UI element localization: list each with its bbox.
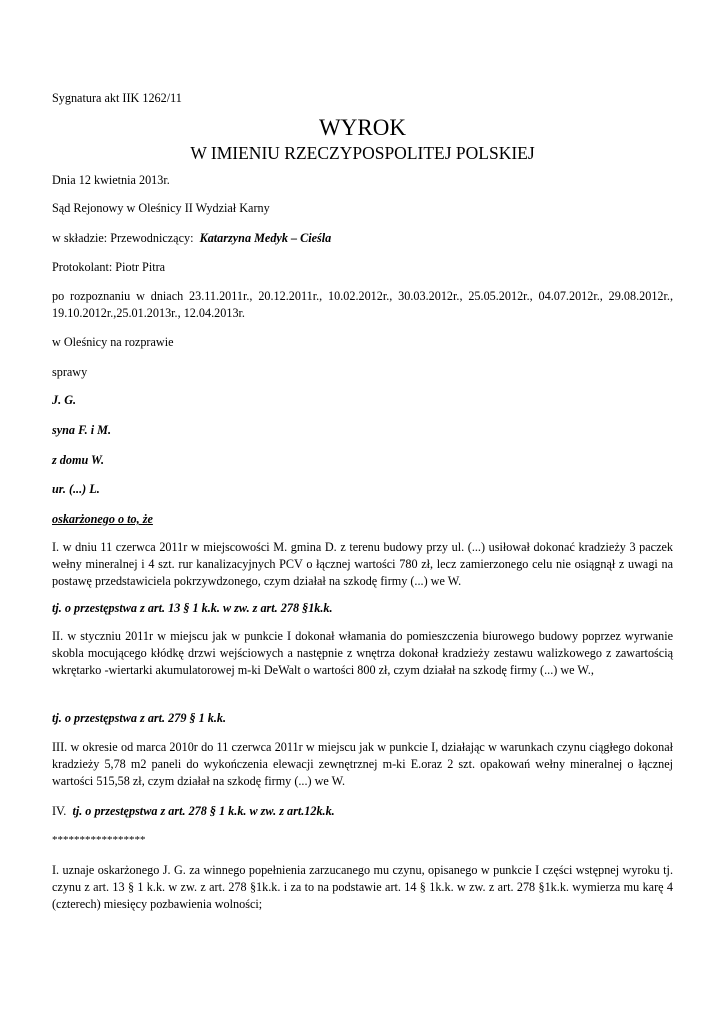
defendant-birth: ur. (...) L. <box>52 482 100 496</box>
document-subtitle: W IMIENIU RZECZYPOSPOLITEJ POLSKIEJ <box>190 143 535 163</box>
judge-name: Katarzyna Medyk – Cieśla <box>199 231 332 245</box>
charge-4-number: IV. <box>52 804 67 818</box>
case-word: sprawy <box>52 365 88 379</box>
defendant-maiden-name: z domu W. <box>52 453 105 467</box>
section-separator: ***************** <box>52 834 146 846</box>
charge-3-text: III. w okresie od marca 2010r do 11 czerwca 2011r w miejscu jak w punkcie I, działając w warunkach czynu ciągłego dokonał kradzieży 5,78 m2 paneli do wykończenia elewacji zewnętrznej m-ki E.oraz 2 szt. opakowań wełny mineralnej o łącznej wartości 515,58 zł, czym działał na szkodę firmy (...) we W. <box>52 740 673 788</box>
charge-2-qualification: tj. o przestępstwa z art. 279 § 1 k.k. <box>52 711 227 725</box>
panel-label: w składzie: Przewodniczący: <box>52 231 194 245</box>
charge-3-qualification-line <box>52 803 673 820</box>
defendant-parents: syna F. i M. <box>52 423 112 437</box>
hearing-dates: po rozpoznaniu w dniach 23.11.2011r., 20.12.2011r., 10.02.2012r., 30.03.2012r., 25.05.2012r., 04.07.2012r., 29.08.2012r., 19.10.2012r.,25.01.2013r., 12.04.2013r. <box>52 289 673 320</box>
document-title: WYROK <box>319 115 406 140</box>
court-name: Sąd Rejonowy w Oleśnicy II Wydział Karny <box>52 201 270 215</box>
charge-3-qualification: tj. o przestępstwa z art. 278 § 1 k.k. w zw. z art.12k.k. <box>72 804 335 818</box>
charge-1-text: I. w dniu 11 czerwca 2011r w miejscowości M. gmina D. z terenu budowy przy ul. (...) usiłował dokonać kradzieży 3 paczek wełny mineralnej i 4 szt. rur kanalizacyjnych PCV o łącznej wartości 780 zł, lecz zamierzonego celu nie osiągnął z uwagi na postawę przedstawiciela pokrzywdzonego, czym działał na szkodę firmy (...) we W. <box>52 540 673 588</box>
hearing-place: w Oleśnicy na rozprawie <box>52 335 174 349</box>
clerk-line: Protokolant: Piotr Pitra <box>52 260 166 274</box>
verdict-date: Dnia 12 kwietnia 2013r. <box>52 173 170 187</box>
charge-1-qualification: tj. o przestępstwa z art. 13 § 1 k.k. w zw. z art. 278 §1k.k. <box>52 601 333 615</box>
case-signature: Sygnatura akt IIK 1262/11 <box>52 91 182 105</box>
verdict-point-1: I. uznaje oskarżonego J. G. za winnego popełnienia zarzucanego mu czynu, opisanego w punkcie I części wstępnej wyroku tj. czynu z art. 13 § 1 k.k. w zw. z art. 278 §1k.k. i za to na podstawie art. 14 § 1k.k. w zw. z art. 278 §1k.k. wymierza mu karę 4 (czterech) miesięcy pozbawienia wolności; <box>52 863 673 911</box>
defendant-name: J. G. <box>52 393 77 407</box>
charges-heading: oskarżonego o to, że <box>52 512 153 526</box>
charge-2-text: II. w styczniu 2011r w miejscu jak w punkcie I dokonał włamania do pomieszczenia biurowego budowy poprzez wyrwanie skobla mocującego kłódkę drzwi wejściowych a następnie z wnętrza dokonał kradzieży zestawu walizkowego z zawartością wkrętarko -wiertarki akumulatorowej m-ki DeWalt o wartości 800 zł, czym działał na szkodę firmy (...) we W., <box>52 629 673 677</box>
panel-line <box>52 230 673 247</box>
